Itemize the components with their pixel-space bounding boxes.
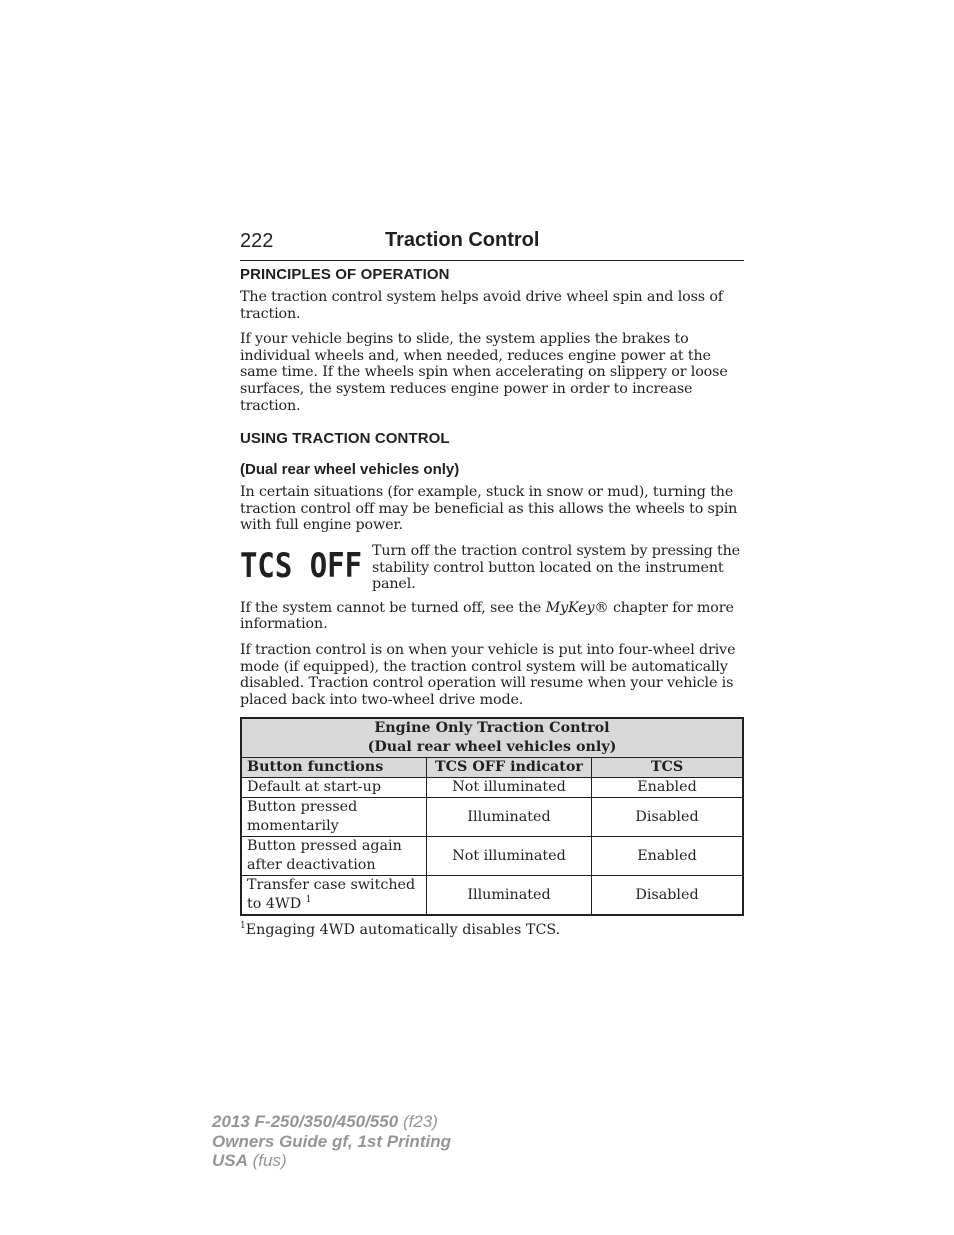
table-cell-tcs: Enabled <box>592 778 744 798</box>
table-cell-function: Button pressed momentarily <box>241 798 427 837</box>
table-cell-tcs: Enabled <box>592 837 744 876</box>
footer-line-2 <box>212 1132 451 1152</box>
footer-guide: Owners Guide gf, 1st Printing <box>212 1131 451 1151</box>
page-footer <box>212 1112 451 1171</box>
table-cell-indicator: Not illuminated <box>427 837 592 876</box>
table-cell-function-text: Transfer case switched to 4WD <box>247 877 416 913</box>
subheading-dual-rear: (Dual rear wheel vehicles only) <box>240 461 460 479</box>
footnote-mark: 1 <box>240 921 246 932</box>
footer-model: 2013 F-250/350/450/550 <box>212 1112 399 1131</box>
table-cell-indicator: Not illuminated <box>427 778 592 798</box>
footer-region-code: (fus) <box>247 1151 287 1170</box>
footer-region: USA <box>212 1151 248 1170</box>
heading-principles: PRINCIPLES OF OPERATION <box>240 266 450 283</box>
paragraph-principles-1: The traction control system helps avoid drive wheel spin and loss of traction. <box>240 289 723 322</box>
table-header-button-functions: Button functions <box>241 758 427 778</box>
table-header-indicator: TCS OFF indicator <box>427 758 592 778</box>
table-cell-indicator: Illuminated <box>427 798 592 837</box>
table-cell-tcs: Disabled <box>592 798 744 837</box>
paragraph-mykey <box>240 600 744 633</box>
table-row <box>241 798 743 837</box>
page-content <box>240 266 744 938</box>
table-row <box>241 778 743 798</box>
footnote-text: Engaging 4WD automatically disables TCS. <box>245 922 561 939</box>
mykey-link-text: MyKey <box>545 599 595 616</box>
table-header-row <box>241 758 743 778</box>
table-cell-function: Default at start-up <box>241 778 427 798</box>
table-row <box>241 837 743 876</box>
table-title <box>241 718 743 758</box>
paragraph-using-1: In certain situations (for example, stuck in snow or mud), turning the traction control off may be beneficial as this allows the wheels to spin with full engine power. <box>240 484 738 534</box>
paragraph-using-3: If traction control is on when your vehicle is put into four-wheel drive mode (if equipped), the traction control system will be automatically disabled. Traction control operation will resume when your vehicle is placed back into two-wheel drive mode. <box>240 641 736 708</box>
table-cell-function <box>241 876 427 916</box>
heading-using-traction-control: USING TRACTION CONTROL <box>240 430 450 448</box>
traction-control-table <box>240 717 744 916</box>
tcs-off-icon-label: TCS OFF <box>240 545 362 586</box>
page-title: Traction Control <box>385 229 540 251</box>
footer-line-3 <box>212 1151 451 1171</box>
table-cell-function: Button pressed again after deactivation <box>241 837 427 876</box>
tcs-off-block <box>240 543 744 593</box>
table-title-line2: (Dual rear wheel vehicles only) <box>367 739 617 756</box>
page-header <box>240 228 744 261</box>
table-row <box>241 876 743 916</box>
footer-line-1 <box>212 1112 451 1132</box>
table-title-line1: Engine Only Traction Control <box>374 720 610 737</box>
page-number: 222 <box>240 230 274 252</box>
table-cell-tcs: Disabled <box>592 876 744 916</box>
tcs-off-icon <box>240 545 364 586</box>
tcs-off-description: Turn off the traction control system by pressing the stability control button located on the instrument panel. <box>372 542 740 593</box>
table-cell-indicator: Illuminated <box>427 876 592 916</box>
table-header-tcs: TCS <box>592 758 744 778</box>
footer-model-code: (f23) <box>398 1112 438 1131</box>
mykey-text-post: ® chapter for more information. <box>240 599 734 633</box>
paragraph-principles-2: If your vehicle begins to slide, the system applies the brakes to individual wheels and, when needed, reduces engine power at the same time. If the wheels spin when accelerating on slippery or loose surfaces, the system reduces engine power in order to increase traction. <box>240 331 728 414</box>
footnote-ref: 1 <box>305 895 312 906</box>
mykey-text-pre: If the system cannot be turned off, see the <box>240 599 546 616</box>
table-footnote <box>240 922 744 938</box>
